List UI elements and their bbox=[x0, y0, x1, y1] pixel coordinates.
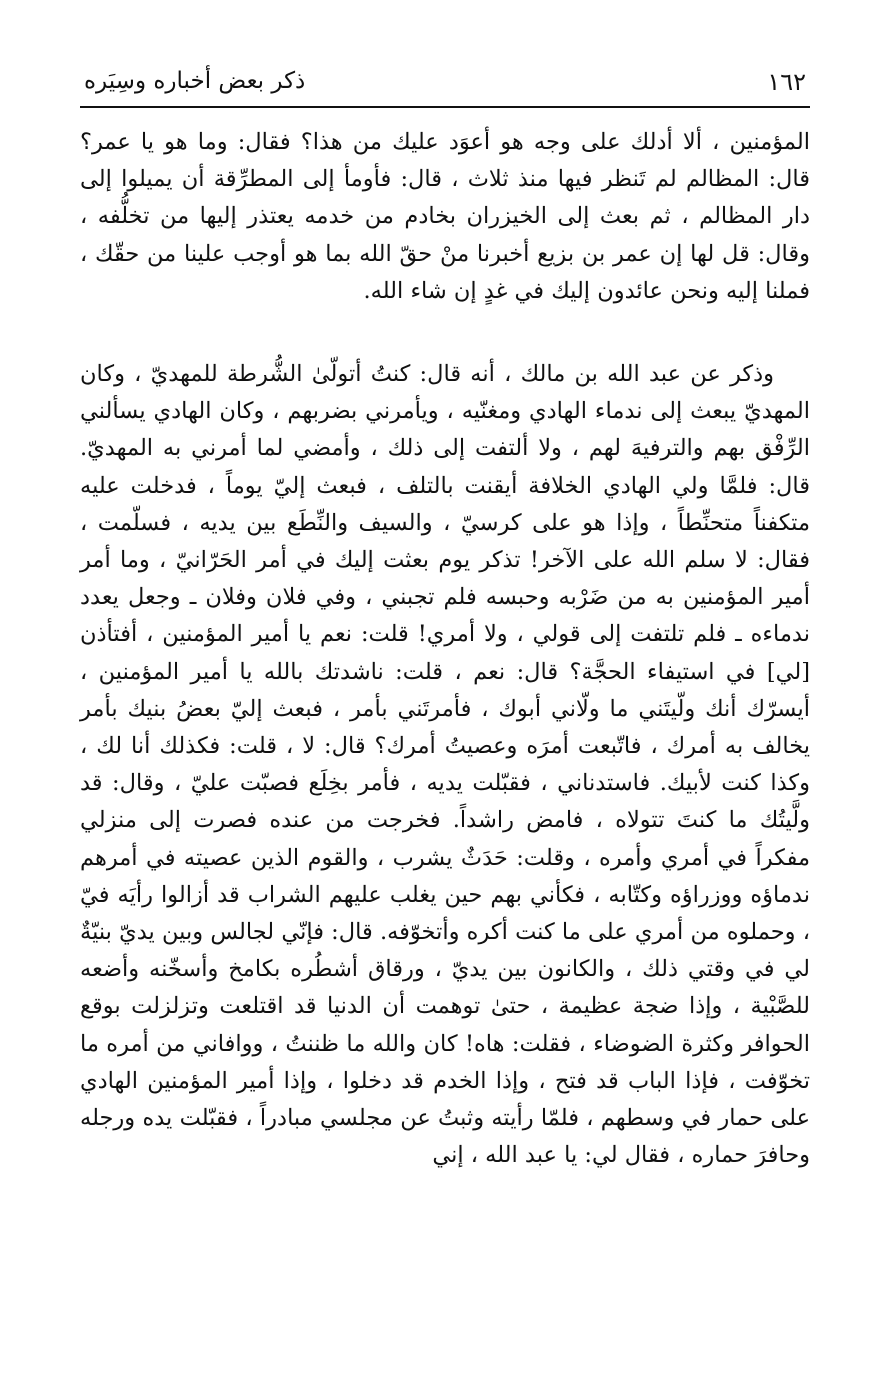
body-text bbox=[80, 124, 810, 1174]
paragraph-2: وذكر عن عبد الله بن مالك ، أنه قال: كنتُ أتولّىٰ الشُّرطة للمهديّ ، وكان المهديّ يبعث إلى ندماء الهادي ومغنّيه ، ويأمرني بضربهم ، وكان الهادي يسألني الرِّفْق بهم والترفيهَ لهم ، ولا ألتفت إلى ذلك ، وأمضي لما أمرني به المهديّ. قال: فلمَّا ولي الهادي الخلافة أيقنت بالتلف ، فبعث إليّ يوماً ، فدخلت عليه متكفناً متحنِّطاً ، وإذا هو على كرسيّ ، والسيف والنِّطَع بين يديه ، فسلّمت ، فقال: لا سلم الله على الآخر! تذكر يوم بعثت إليك في أمر الحَرّانيّ ، وما أمر أمير المؤمنين به من ضَرْبه وحبسه فلم تجبني ، وفي فلان وفلان ـ وجعل يعدد ندماءه ـ فلم تلتفت إلى قولي ، ولا أمري! قلت: نعم يا أمير المؤمنين ، أفتأذن [لي] في استيفاء الحجَّة؟ قال: نعم ، قلت: ناشدتك بالله يا أمير المؤمنين ، أيسرّك أنك ولّيتَني ما ولّاني أبوك ، فأمرتَني بأمر ، فبعث إليّ بعضُ بنيك بأمر يخالف به أمرك ، فاتّبعت أمرَه وعصيتُ أمرك؟ قال: لا ، قلت: فكذلك أنا لك ، وكذا كنت لأبيك. فاستدناني ، فقبّلت يديه ، فأمر بخِلَع فصبّت عليّ ، وقال: قد ولَّيتُك ما كنتَ تتولاه ، فامض راشداً. فخرجت من عنده فصرت إلى منزلي مفكراً في أمري وأمره ، وقلت: حَدَثٌ يشرب ، والقوم الذين عصيته في أمرهم ندماؤه ووزراؤه وكتّابه ، فكأني بهم حين يغلب عليهم الشراب قد أزالوا رأيَه فيّ ، وحملوه من أمري على ما كنت أكره وأتخوّفه. قال: فإنّي لجالس وبين يديّ بنيّةٌ لي في وقتي ذلك ، والكانون بين يديّ ، ورقاق أشطُره بكامخ وأسخّنه وأضعه للصَّبْية ، وإذا ضجة عظيمة ، حتىٰ توهمت أن الدنيا قد اقتلعت وتزلزلت بوقع الحوافر وكثرة الضوضاء ، فقلت: هاه! كان والله ما ظننتُ ، ووافاني من أمره ما تخوّفت ، فإذا الباب قد فتح ، وإذا الخدم قد دخلوا ، وإذا أمير المؤمنين الهادي على حمار في وسطهم ، فلمّا رأيته وثبتُ عن مجلسي مبادراً ، فقبّلت يده ورجله وحافرَ حماره ، فقال لي: يا عبد الله ، إني bbox=[80, 361, 810, 1169]
book-page bbox=[80, 62, 810, 1174]
page-number: ١٦٢ bbox=[767, 68, 806, 96]
running-header bbox=[80, 62, 810, 108]
paragraph-1: المؤمنين ، ألا أدلك على وجه هو أعوَد عليك من هذا؟ فقال: وما هو يا عمر؟ قال: المظالم لم تَنظر فيها منذ ثلاث ، قال: فأومأ إلى المطرِّقة أن يميلوا إلى دار المظالم ، ثم بعث إلى الخيزران بخادم من خدمه يعتذر إليها من تخلُّفه ، وقال: قل لها إن عمر بن بزيع أخبرنا منْ حقّ الله بما هو أوجب علينا من حقّك ، فملنا إليه ونحن عائدون إليك في غدٍ إن شاء الله. bbox=[80, 129, 810, 304]
chapter-title: ذكر بعض أخباره وسِيَره bbox=[84, 68, 306, 94]
